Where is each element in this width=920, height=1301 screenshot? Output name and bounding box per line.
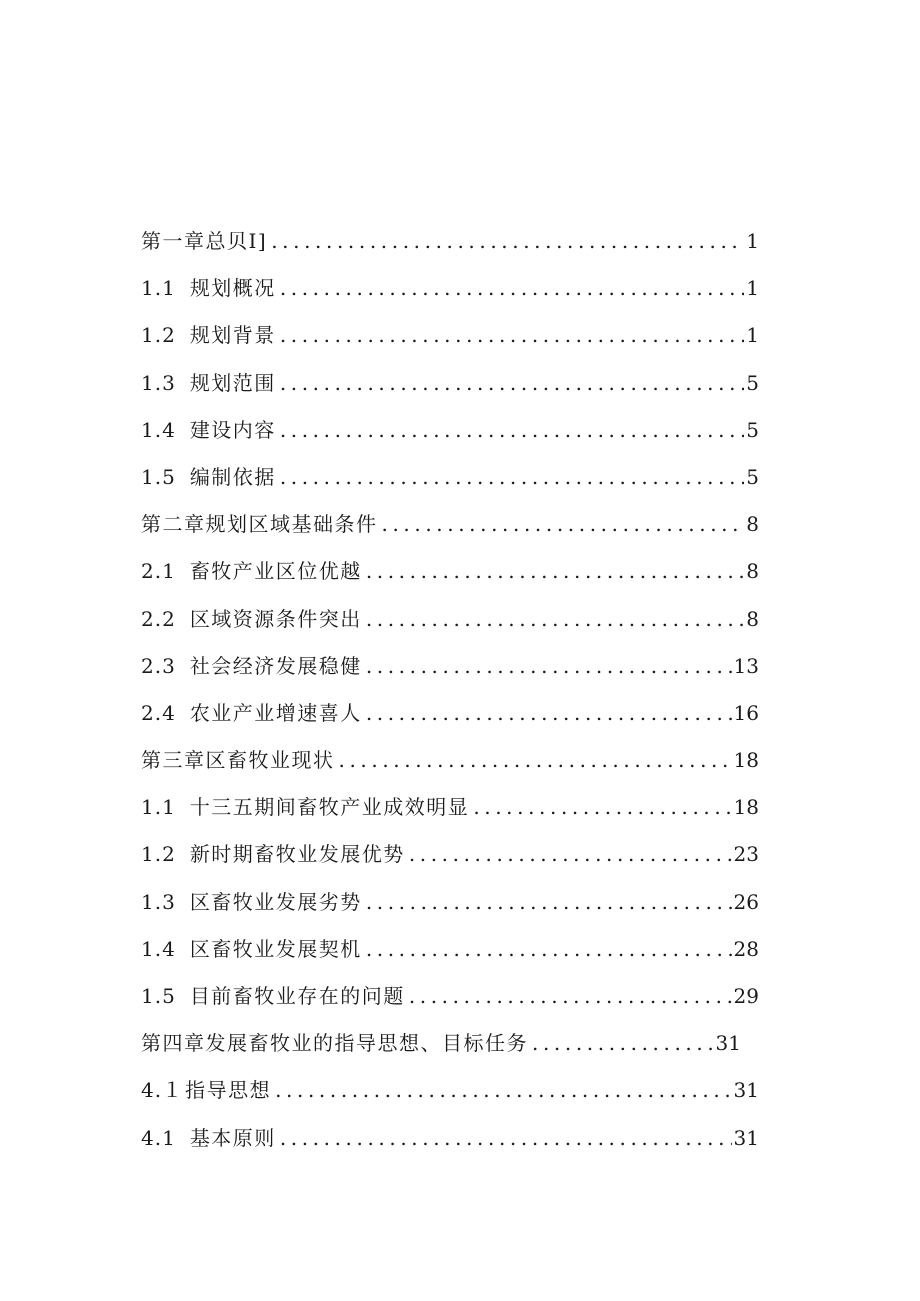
toc-dot-leader (473, 788, 731, 826)
table-of-contents (141, 222, 759, 1166)
toc-dot-leader (280, 1119, 732, 1157)
toc-entry-title: 第二章规划区域基础条件 (141, 512, 378, 537)
toc-dot-leader (409, 835, 732, 873)
toc-dot-leader (280, 411, 744, 449)
toc-entry-2-3[interactable] (141, 647, 759, 694)
toc-entry-3-4[interactable] (141, 930, 759, 977)
toc-page-number: 23 (733, 842, 759, 867)
toc-page-number: 13 (733, 653, 759, 678)
toc-entry-title: 目前畜牧业存在的问题 (189, 984, 405, 1008)
toc-page-number: 31 (733, 1125, 759, 1150)
toc-section-number: 4.１ (141, 1078, 184, 1103)
toc-section-number: 1.4 (141, 936, 176, 961)
toc-section-number: 1.3 (141, 889, 176, 914)
toc-entry-4-1-basic-principles[interactable] (141, 1119, 759, 1166)
toc-section-number: 2.2 (141, 606, 176, 631)
toc-entry-4-1-guiding-ideology[interactable] (141, 1071, 759, 1118)
toc-page-number: 31 (715, 1031, 741, 1056)
toc-section-number: 1.2 (141, 323, 176, 348)
toc-entry-title: 畜牧产业区位优越 (189, 559, 362, 584)
toc-entry-title: 建设内容 (189, 417, 276, 442)
toc-dot-leader (280, 316, 744, 354)
toc-entry-1-3[interactable] (141, 364, 759, 411)
toc-entry-title: 十三五期间畜牧产业成效明显 (189, 795, 470, 820)
toc-entry-title: 编制依据 (189, 464, 276, 489)
toc-page-number: 8 (746, 559, 759, 584)
toc-dot-leader (366, 930, 732, 968)
toc-entry-chapter-1[interactable] (141, 222, 759, 269)
toc-entry-chapter-4[interactable] (141, 1024, 741, 1071)
toc-entry-title: 规划范围 (189, 370, 276, 395)
toc-dot-leader (271, 222, 744, 260)
toc-page-number: 1 (746, 276, 759, 301)
toc-section-number: 2.3 (141, 653, 176, 678)
toc-dot-leader (409, 977, 732, 1015)
toc-entry-1-1[interactable] (141, 269, 759, 316)
toc-page-number: 8 (746, 606, 759, 631)
toc-entry-title: 第四章发展畜牧业的指导思想、目标任务 (141, 1031, 528, 1056)
toc-page-number: 1 (746, 229, 759, 253)
toc-page-number: 28 (733, 936, 759, 961)
toc-entry-2-2[interactable] (141, 600, 759, 647)
toc-dot-leader (280, 364, 744, 402)
toc-entry-title: 基本原则 (189, 1125, 276, 1150)
toc-entry-3-1[interactable] (141, 788, 759, 835)
toc-dot-leader (280, 458, 744, 496)
toc-page-number: 1 (746, 323, 759, 348)
toc-entry-3-2[interactable] (141, 835, 759, 882)
toc-section-number: 1.2 (141, 842, 176, 867)
toc-entry-1-5[interactable] (141, 458, 759, 505)
toc-page-number: 16 (733, 700, 759, 725)
toc-page-number: 5 (746, 464, 759, 489)
toc-page-number: 5 (746, 370, 759, 395)
toc-entry-title: 指导思想 (185, 1078, 272, 1103)
toc-dot-leader (366, 552, 744, 590)
toc-page-number: 29 (733, 984, 759, 1008)
toc-dot-leader (366, 883, 732, 921)
toc-entry-chapter-3[interactable] (141, 741, 759, 788)
toc-entry-2-4[interactable] (141, 694, 759, 741)
toc-entry-3-3[interactable] (141, 883, 759, 930)
toc-entry-title: 规划背景 (189, 323, 276, 348)
toc-dot-leader (366, 600, 744, 638)
toc-entry-title: 社会经济发展稳健 (189, 653, 362, 678)
toc-page-number: 31 (733, 1078, 759, 1103)
toc-dot-leader (366, 694, 732, 732)
toc-dot-leader (339, 741, 732, 779)
toc-dot-leader (532, 1024, 714, 1062)
toc-entry-title: 新时期畜牧业发展优势 (189, 842, 405, 867)
toc-section-number: 2.1 (141, 559, 176, 584)
toc-dot-leader (280, 269, 744, 307)
toc-entry-title: 区畜牧业发展劣势 (189, 889, 362, 914)
toc-section-number: 1.4 (141, 417, 176, 442)
toc-section-number: 1.5 (141, 464, 176, 489)
toc-entry-1-4[interactable] (141, 411, 759, 458)
toc-entry-title: 第一章总贝I] (141, 229, 268, 253)
toc-page-number: 18 (733, 748, 759, 773)
toc-entry-title: 区域资源条件突出 (189, 606, 362, 631)
toc-entry-title: 规划概况 (189, 276, 276, 301)
toc-entry-2-1[interactable] (141, 552, 759, 599)
toc-section-number: 1.1 (141, 276, 176, 301)
toc-section-number: 1.1 (141, 795, 176, 820)
toc-entry-1-2[interactable] (141, 316, 759, 363)
toc-section-number: 1.5 (141, 984, 176, 1008)
toc-entry-title: 农业产业增速喜人 (189, 700, 362, 725)
toc-dot-leader (275, 1071, 731, 1109)
toc-page-number: 26 (733, 889, 759, 914)
toc-section-number: 2.4 (141, 700, 176, 725)
toc-dot-leader (366, 647, 732, 685)
toc-entry-3-5[interactable] (141, 977, 759, 1024)
toc-entry-title: 区畜牧业发展契机 (189, 936, 362, 961)
toc-page-number: 5 (746, 417, 759, 442)
toc-section-number: 4.1 (141, 1125, 176, 1150)
toc-page-number: 8 (746, 512, 759, 537)
toc-section-number: 1.3 (141, 370, 176, 395)
toc-entry-chapter-2[interactable] (141, 505, 759, 552)
toc-dot-leader (382, 505, 745, 543)
toc-entry-title: 第三章区畜牧业现状 (141, 748, 335, 773)
toc-page-number: 18 (733, 795, 759, 820)
